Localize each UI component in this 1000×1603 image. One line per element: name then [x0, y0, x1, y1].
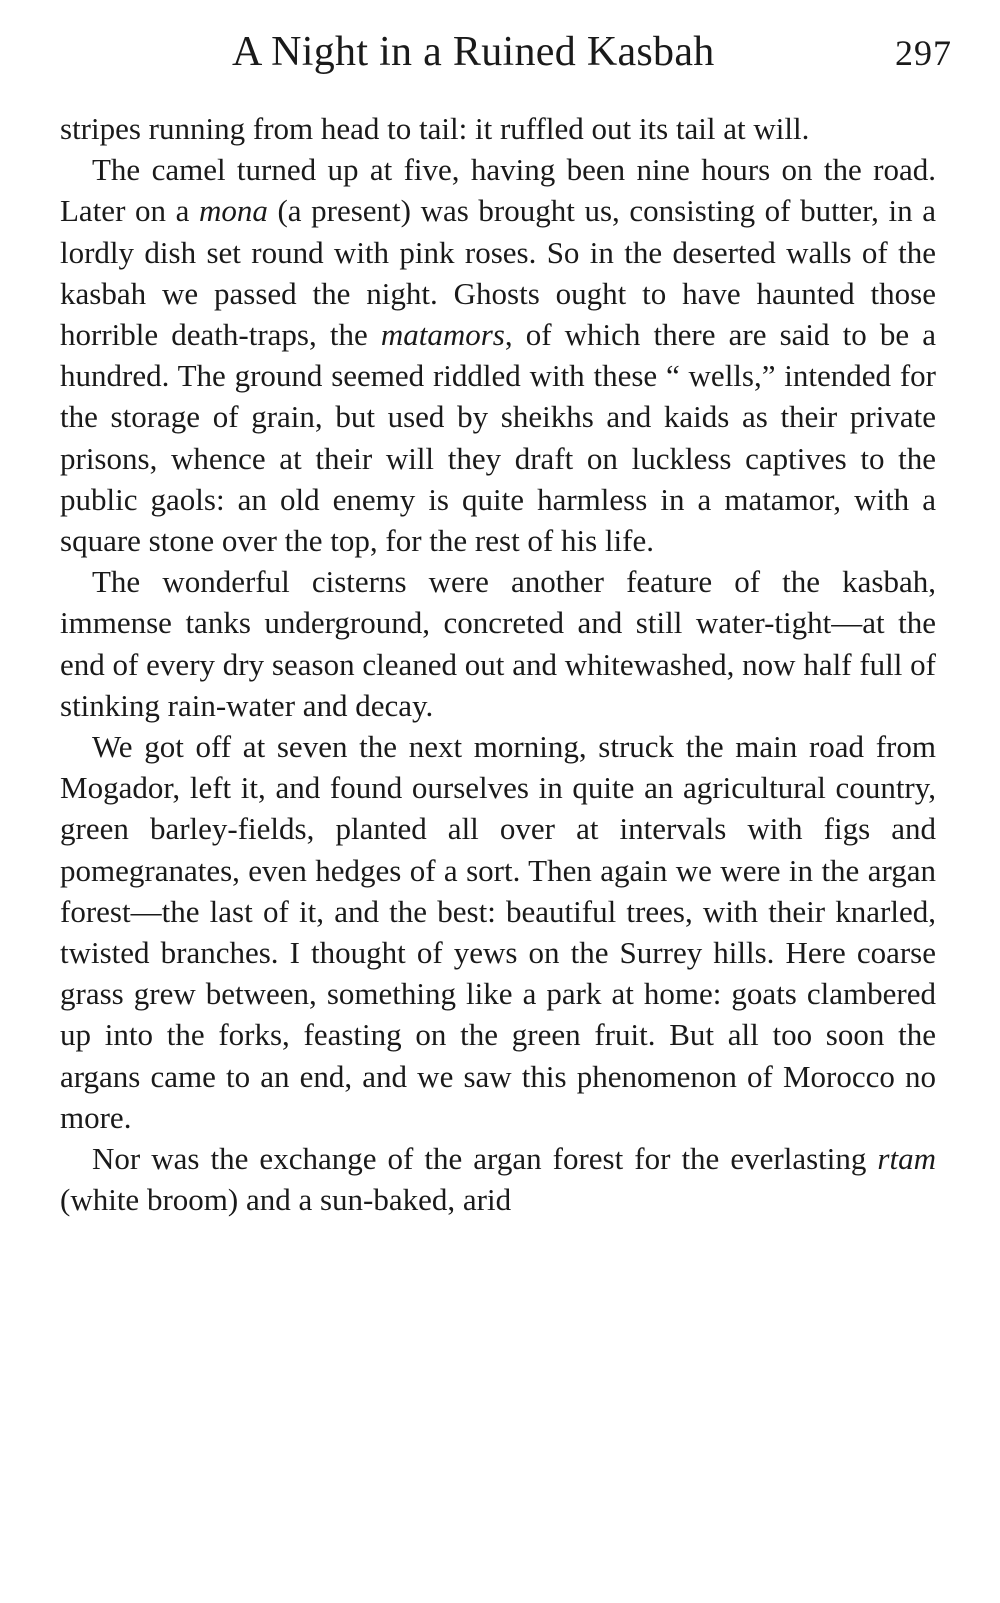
text-run: We got off at seven the next morning, struck the main road from Mogador, left it, and found ourselves in quite an agricultural country, green barley-fields, planted all over at intervals with figs and pomegranates, even hedges of a sort. Then again we were in the argan forest—the last of it, and the best: beautiful trees, with their knarled, twisted branches. I thought of yews on the Surrey hills. Here coarse grass grew between, something like a park at home: goats clambered up into the forks, feasting on the green fruit. But all too soon the argans came to an end, and we saw this phenomenon of Morocco no more.	[60, 729, 936, 1135]
text-run: The camel turned up at five, having been nine hours on the road. Later on a	[60, 152, 936, 229]
text-run: (white broom) and a sun-baked, arid	[60, 1182, 512, 1218]
running-head	[232, 28, 952, 84]
page-number: 297	[895, 33, 952, 73]
chapter-title: A Night in a Ruined Kasbah	[232, 29, 715, 75]
text-run: Nor was the exchange of the argan forest for the everlasting	[92, 1141, 878, 1177]
paragraph	[60, 149, 936, 561]
italic-term: mona	[198, 193, 268, 229]
body-text	[60, 108, 936, 1220]
paragraph	[60, 1138, 936, 1220]
italic-term: matamors	[380, 317, 505, 353]
text-run: , of which there are said to be a hundred. The ground seemed riddled with these “ wells,” intended for the storage of grain, but used by sheikhs and kaids as their private prisons, whence at their will they draft on luckless captives to the public gaols: an old enemy is quite harmless in a matamor, with a square stone over the top, for the rest of his life.	[60, 317, 936, 559]
paragraph	[60, 108, 936, 149]
text-run: stripes running from head to tail: it ruffled out its tail at will.	[60, 111, 810, 146]
paragraph	[60, 561, 936, 726]
text-run: (a present) was brought us, consisting of butter, in a lordly dish set round with pink roses. So in the deserted walls of the kasbah we passed the night. Ghosts ought to have haunted those horrible death-traps, the	[60, 193, 937, 353]
italic-term: rtam	[877, 1141, 936, 1177]
paragraph	[60, 726, 936, 1138]
text-run: The wonderful cisterns were another feature of the kasbah, immense tanks underground, concreted and still water-tight—at the end of every dry season cleaned out and whitewashed, now half full of stinking rain-water and decay.	[60, 564, 936, 723]
